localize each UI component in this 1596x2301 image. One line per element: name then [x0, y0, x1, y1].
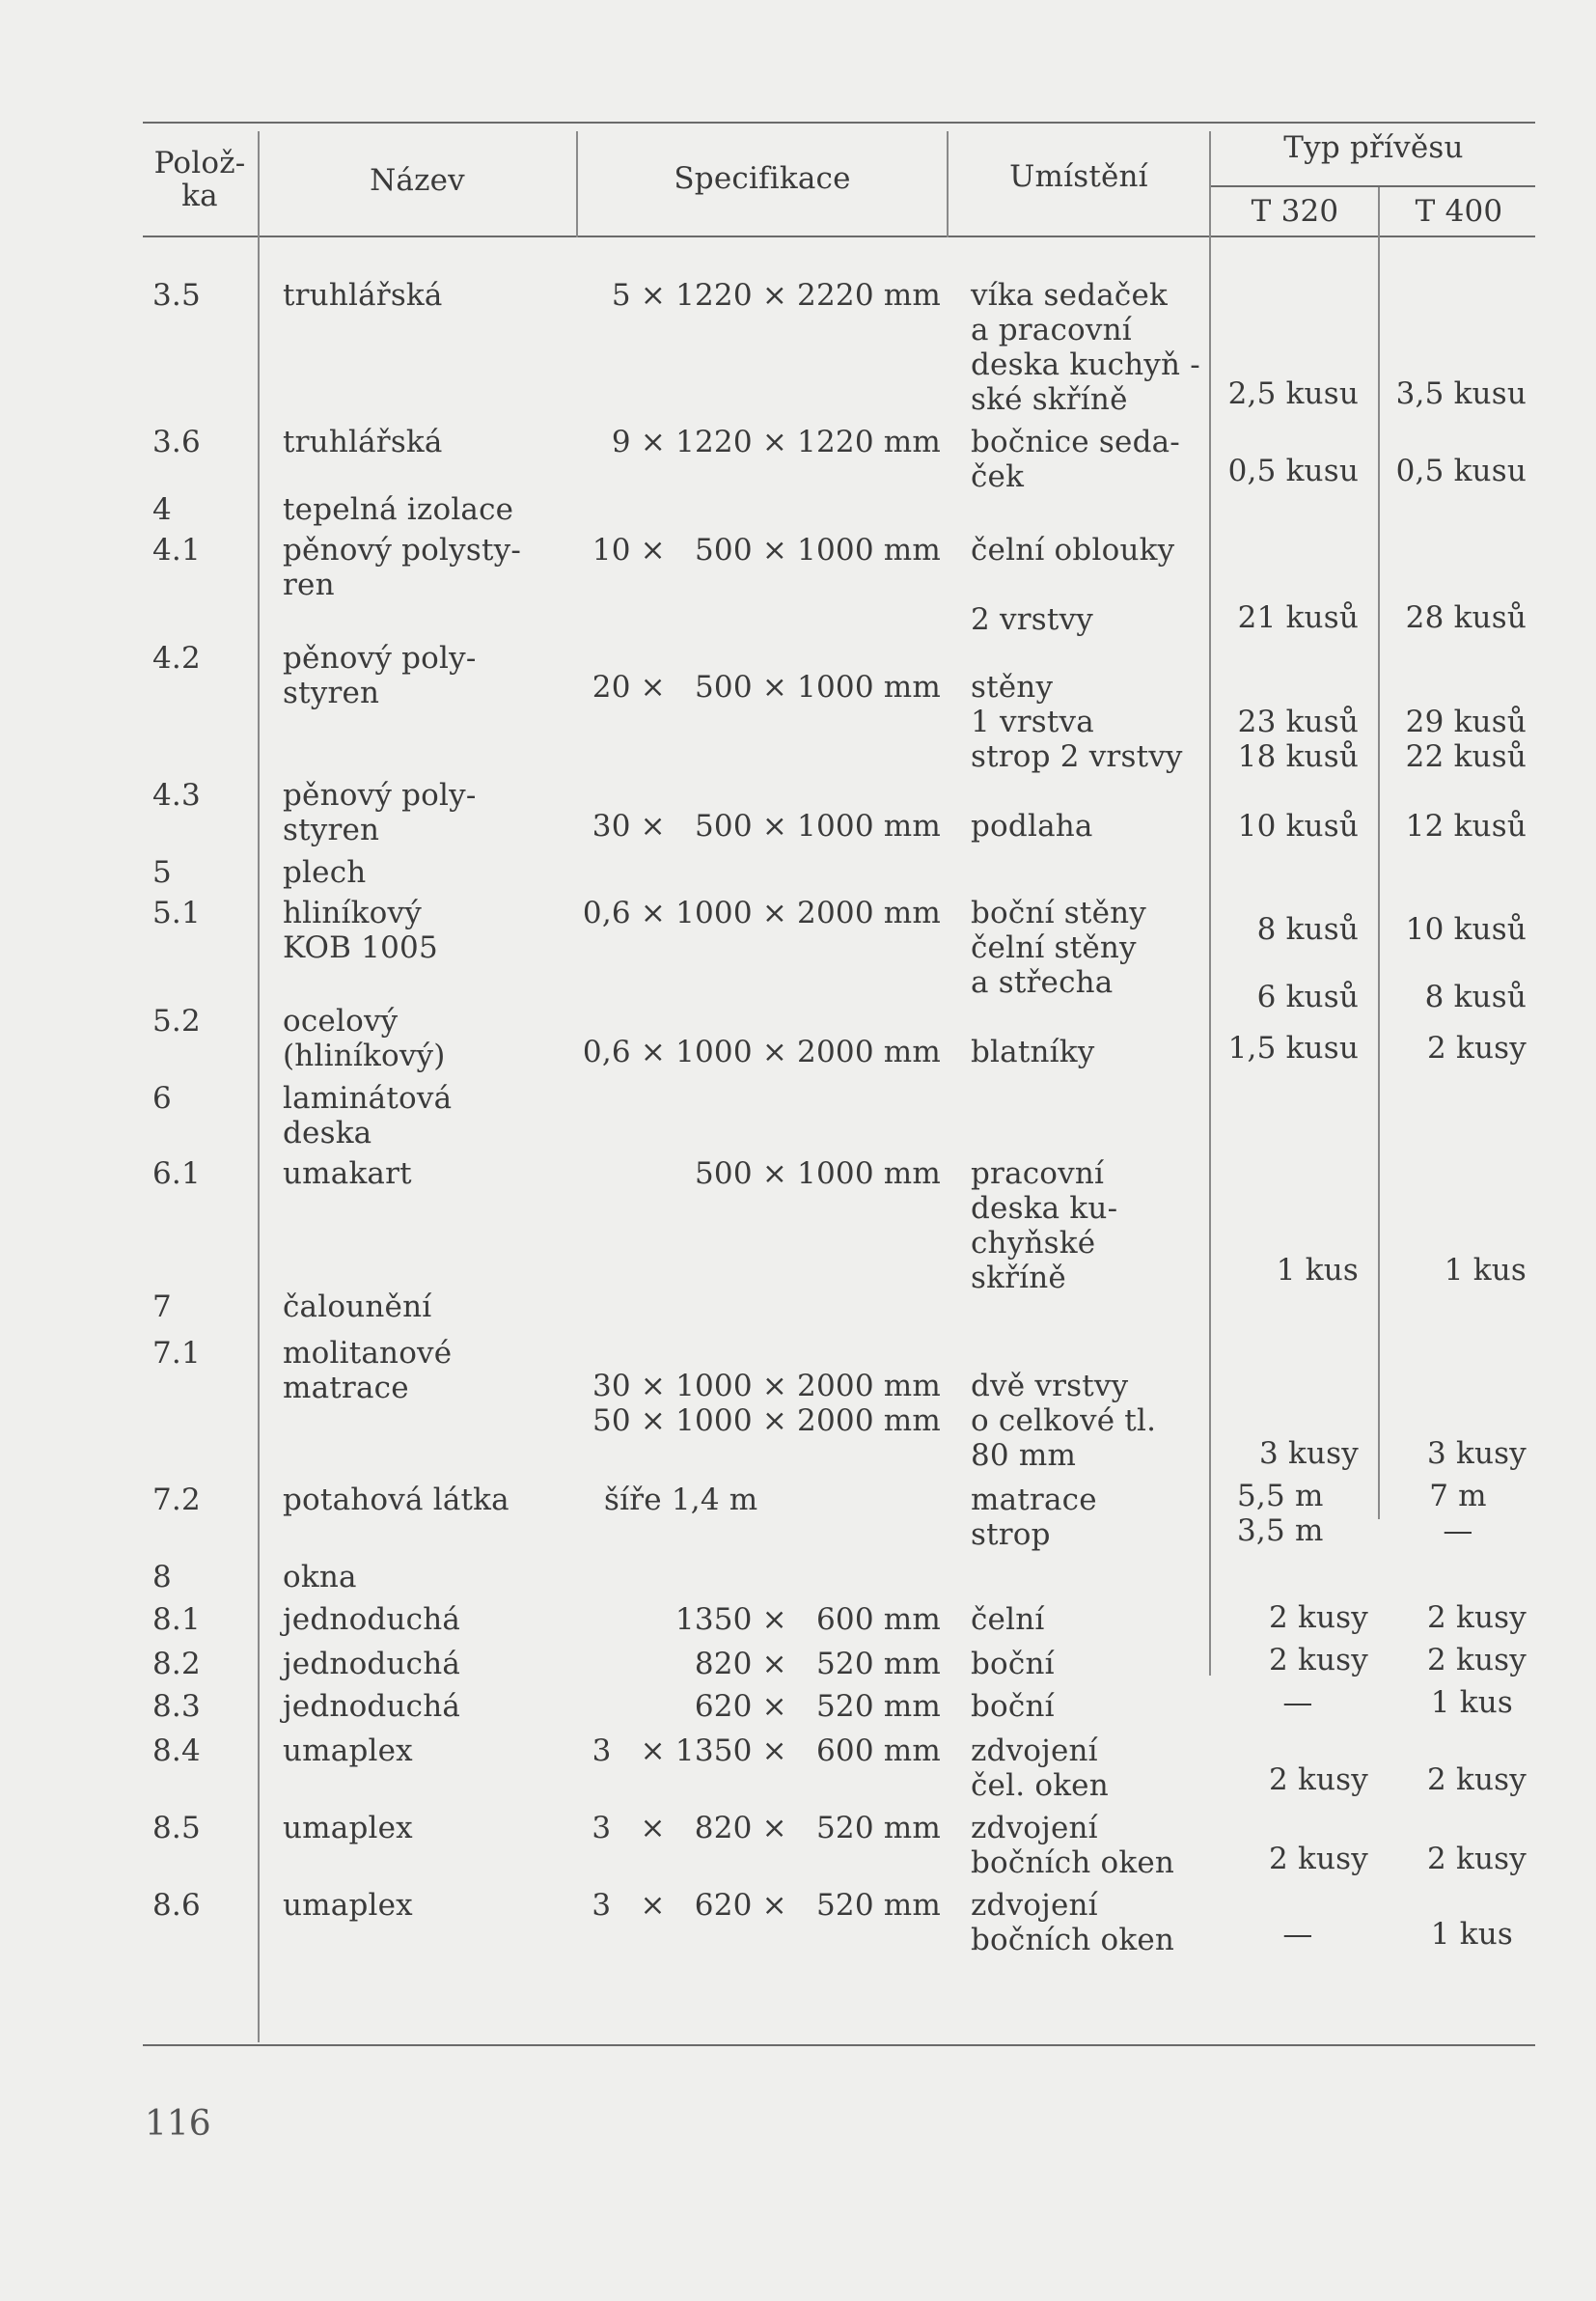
item-spec: 0,6 × 1000 × 2000 mm: [582, 896, 941, 930]
item-name: hliníkový KOB 1005: [283, 896, 438, 965]
item-spec: 30 × 500 × 1000 mm: [592, 809, 941, 844]
item-name: jednoduchá: [283, 1602, 461, 1637]
item-name: okna: [283, 1560, 357, 1594]
item-spec: šíře 1,4 m: [604, 1483, 758, 1517]
item-name: tepelná izolace: [283, 492, 514, 527]
col-divider-1: [258, 131, 260, 2042]
item-location: stěny 1 vrstva strop 2 vrstvy: [971, 670, 1183, 774]
item-spec: 3 × 1350 × 600 mm: [592, 1733, 941, 1768]
item-location: podlaha: [971, 809, 1093, 844]
item-location: čelní oblouky 2 vrstvy: [971, 533, 1175, 637]
header-typ-privesu: Typ přívěsu: [1283, 130, 1464, 165]
item-spec: 9 × 1220 × 1220 mm: [611, 425, 941, 459]
item-name: pěnový polysty- ren: [283, 533, 521, 602]
item-spec: 820 × 520 mm: [694, 1647, 941, 1681]
item-t320: 2 kusy: [1269, 1842, 1368, 1876]
item-location: pracovní deska ku- chyňské skříně: [971, 1156, 1118, 1295]
item-t320: 8 kusů 6 kusů: [1256, 912, 1359, 1014]
item-t320: 21 kusů: [1237, 600, 1359, 635]
item-location: zdvojení čel. oken: [971, 1733, 1109, 1803]
item-spec: 500 × 1000 mm: [695, 1156, 941, 1191]
item-t400: 2 kusy: [1427, 1762, 1527, 1797]
item-name: truhlářská: [283, 425, 443, 459]
item-t400: 28 kusů: [1405, 600, 1527, 635]
item-location: blatníky: [971, 1035, 1095, 1069]
item-spec: 20 × 500 × 1000 mm: [592, 670, 941, 705]
col-divider-4: [1209, 131, 1211, 1676]
header-nazev: Název: [370, 163, 465, 198]
table-bottom-rule: [143, 2044, 1535, 2046]
table-top-rule: [143, 122, 1535, 124]
item-name: truhlářská: [283, 278, 443, 313]
item-t400: 1 kus: [1430, 1917, 1513, 1952]
item-spec: 620 × 520 mm: [694, 1689, 941, 1724]
item-name: čalounění: [283, 1289, 432, 1324]
item-t400: 2 kusy: [1427, 1643, 1527, 1677]
item-name: jednoduchá: [283, 1689, 461, 1724]
item-t400: 2 kusy: [1427, 1842, 1527, 1876]
item-t320: 3 kusy: [1259, 1436, 1359, 1471]
header-t400: T 400: [1415, 194, 1503, 229]
item-location: boční: [971, 1689, 1055, 1724]
item-number: 7.1: [152, 1336, 201, 1371]
item-number: 5: [152, 855, 172, 890]
item-spec: 0,6 × 1000 × 2000 mm: [582, 1035, 941, 1069]
item-t400: 10 kusů 8 kusů: [1405, 912, 1527, 1014]
item-t320: 2 kusy: [1269, 1643, 1368, 1677]
item-number: 6.1: [152, 1156, 201, 1191]
item-number: 5.1: [152, 896, 201, 930]
item-name: pěnový poly- styren: [283, 778, 477, 847]
item-t400: 1 kus: [1430, 1685, 1513, 1720]
item-t400: 0,5 kusu: [1395, 454, 1527, 488]
item-spec: 3 × 820 × 520 mm: [592, 1811, 941, 1845]
item-spec: 30 × 1000 × 2000 mm 50 × 1000 × 2000 mm: [592, 1369, 941, 1438]
item-location: bočnice seda- ček: [971, 425, 1180, 494]
header-specifikace: Specifikace: [674, 161, 851, 196]
page-number: 116: [145, 2104, 211, 2144]
item-t320: 2,5 kusu: [1227, 376, 1359, 411]
header-t320: T 320: [1251, 194, 1339, 229]
item-spec: 10 × 500 × 1000 mm: [592, 533, 941, 568]
item-spec: 5 × 1220 × 2220 mm: [611, 278, 941, 313]
item-name: molitanové matrace: [283, 1336, 453, 1405]
item-t400: 1 kus: [1444, 1253, 1527, 1288]
item-name: ocelový (hliníkový): [283, 1004, 446, 1073]
item-t320: 10 kusů: [1237, 809, 1359, 844]
item-number: 8: [152, 1560, 172, 1594]
item-number: 3.5: [152, 278, 201, 313]
item-number: 8.4: [152, 1733, 201, 1768]
item-number: 7: [152, 1289, 172, 1324]
item-spec: 3 × 620 × 520 mm: [592, 1888, 941, 1923]
item-t320: 1 kus: [1276, 1253, 1359, 1288]
item-t320: 5,5 m 3,5 m: [1237, 1479, 1324, 1548]
item-number: 5.2: [152, 1004, 201, 1039]
item-name: umaplex: [283, 1888, 413, 1923]
item-number: 8.5: [152, 1811, 201, 1845]
item-number: 8.3: [152, 1689, 201, 1724]
header-umisteni: Umístění: [1009, 159, 1148, 194]
item-t400: 3,5 kusu: [1395, 376, 1527, 411]
header-bottom-rule: [143, 236, 1535, 237]
col-divider-5: [1378, 187, 1380, 1519]
item-t400: 2 kusy: [1427, 1031, 1527, 1066]
item-number: 4.2: [152, 641, 201, 676]
item-location: boční stěny čelní stěny a střecha: [971, 896, 1146, 1000]
item-name: plech: [283, 855, 367, 890]
item-number: 8.6: [152, 1888, 201, 1923]
type-header-rule: [1209, 185, 1535, 187]
item-name: pěnový poly- styren: [283, 641, 477, 710]
item-t320: 23 kusů 18 kusů: [1237, 705, 1359, 774]
item-t320: —: [1282, 1685, 1313, 1720]
item-location: čelní: [971, 1602, 1045, 1637]
item-t400: 2 kusy: [1427, 1600, 1527, 1635]
item-number: 7.2: [152, 1483, 201, 1517]
item-spec: 1350 × 600 mm: [674, 1602, 941, 1637]
item-name: jednoduchá: [283, 1647, 461, 1681]
item-number: 3.6: [152, 425, 201, 459]
item-t400: 7 m —: [1429, 1479, 1487, 1548]
item-location: matrace strop: [971, 1483, 1097, 1552]
item-number: 8.2: [152, 1647, 201, 1681]
item-location: dvě vrstvy o celkové tl. 80 mm: [971, 1369, 1157, 1473]
item-t400: 29 kusů 22 kusů: [1405, 705, 1527, 774]
item-number: 8.1: [152, 1602, 201, 1637]
col-divider-3: [947, 131, 949, 237]
item-t320: 1,5 kusu: [1227, 1031, 1359, 1066]
item-number: 4.1: [152, 533, 201, 568]
item-t320: 0,5 kusu: [1227, 454, 1359, 488]
item-number: 4: [152, 492, 172, 527]
item-name: potahová látka: [283, 1483, 509, 1517]
item-name: umakart: [283, 1156, 412, 1191]
item-location: boční: [971, 1647, 1055, 1681]
item-location: zdvojení bočních oken: [971, 1811, 1175, 1880]
item-number: 4.3: [152, 778, 201, 813]
item-location: zdvojení bočních oken: [971, 1888, 1175, 1957]
item-t320: 2 kusy: [1269, 1762, 1368, 1797]
header-polozka: Polož- ka: [153, 146, 246, 213]
item-t400: 3 kusy: [1427, 1436, 1527, 1471]
item-name: umaplex: [283, 1811, 413, 1845]
item-name: laminátová deska: [283, 1081, 453, 1150]
item-number: 6: [152, 1081, 172, 1116]
item-t320: 2 kusy: [1269, 1600, 1368, 1635]
item-t320: —: [1282, 1917, 1313, 1952]
item-location: víka sedaček a pracovní deska kuchyň - ské skříně: [971, 278, 1200, 417]
item-t400: 12 kusů: [1405, 809, 1527, 844]
col-divider-2: [576, 131, 578, 237]
item-name: umaplex: [283, 1733, 413, 1768]
